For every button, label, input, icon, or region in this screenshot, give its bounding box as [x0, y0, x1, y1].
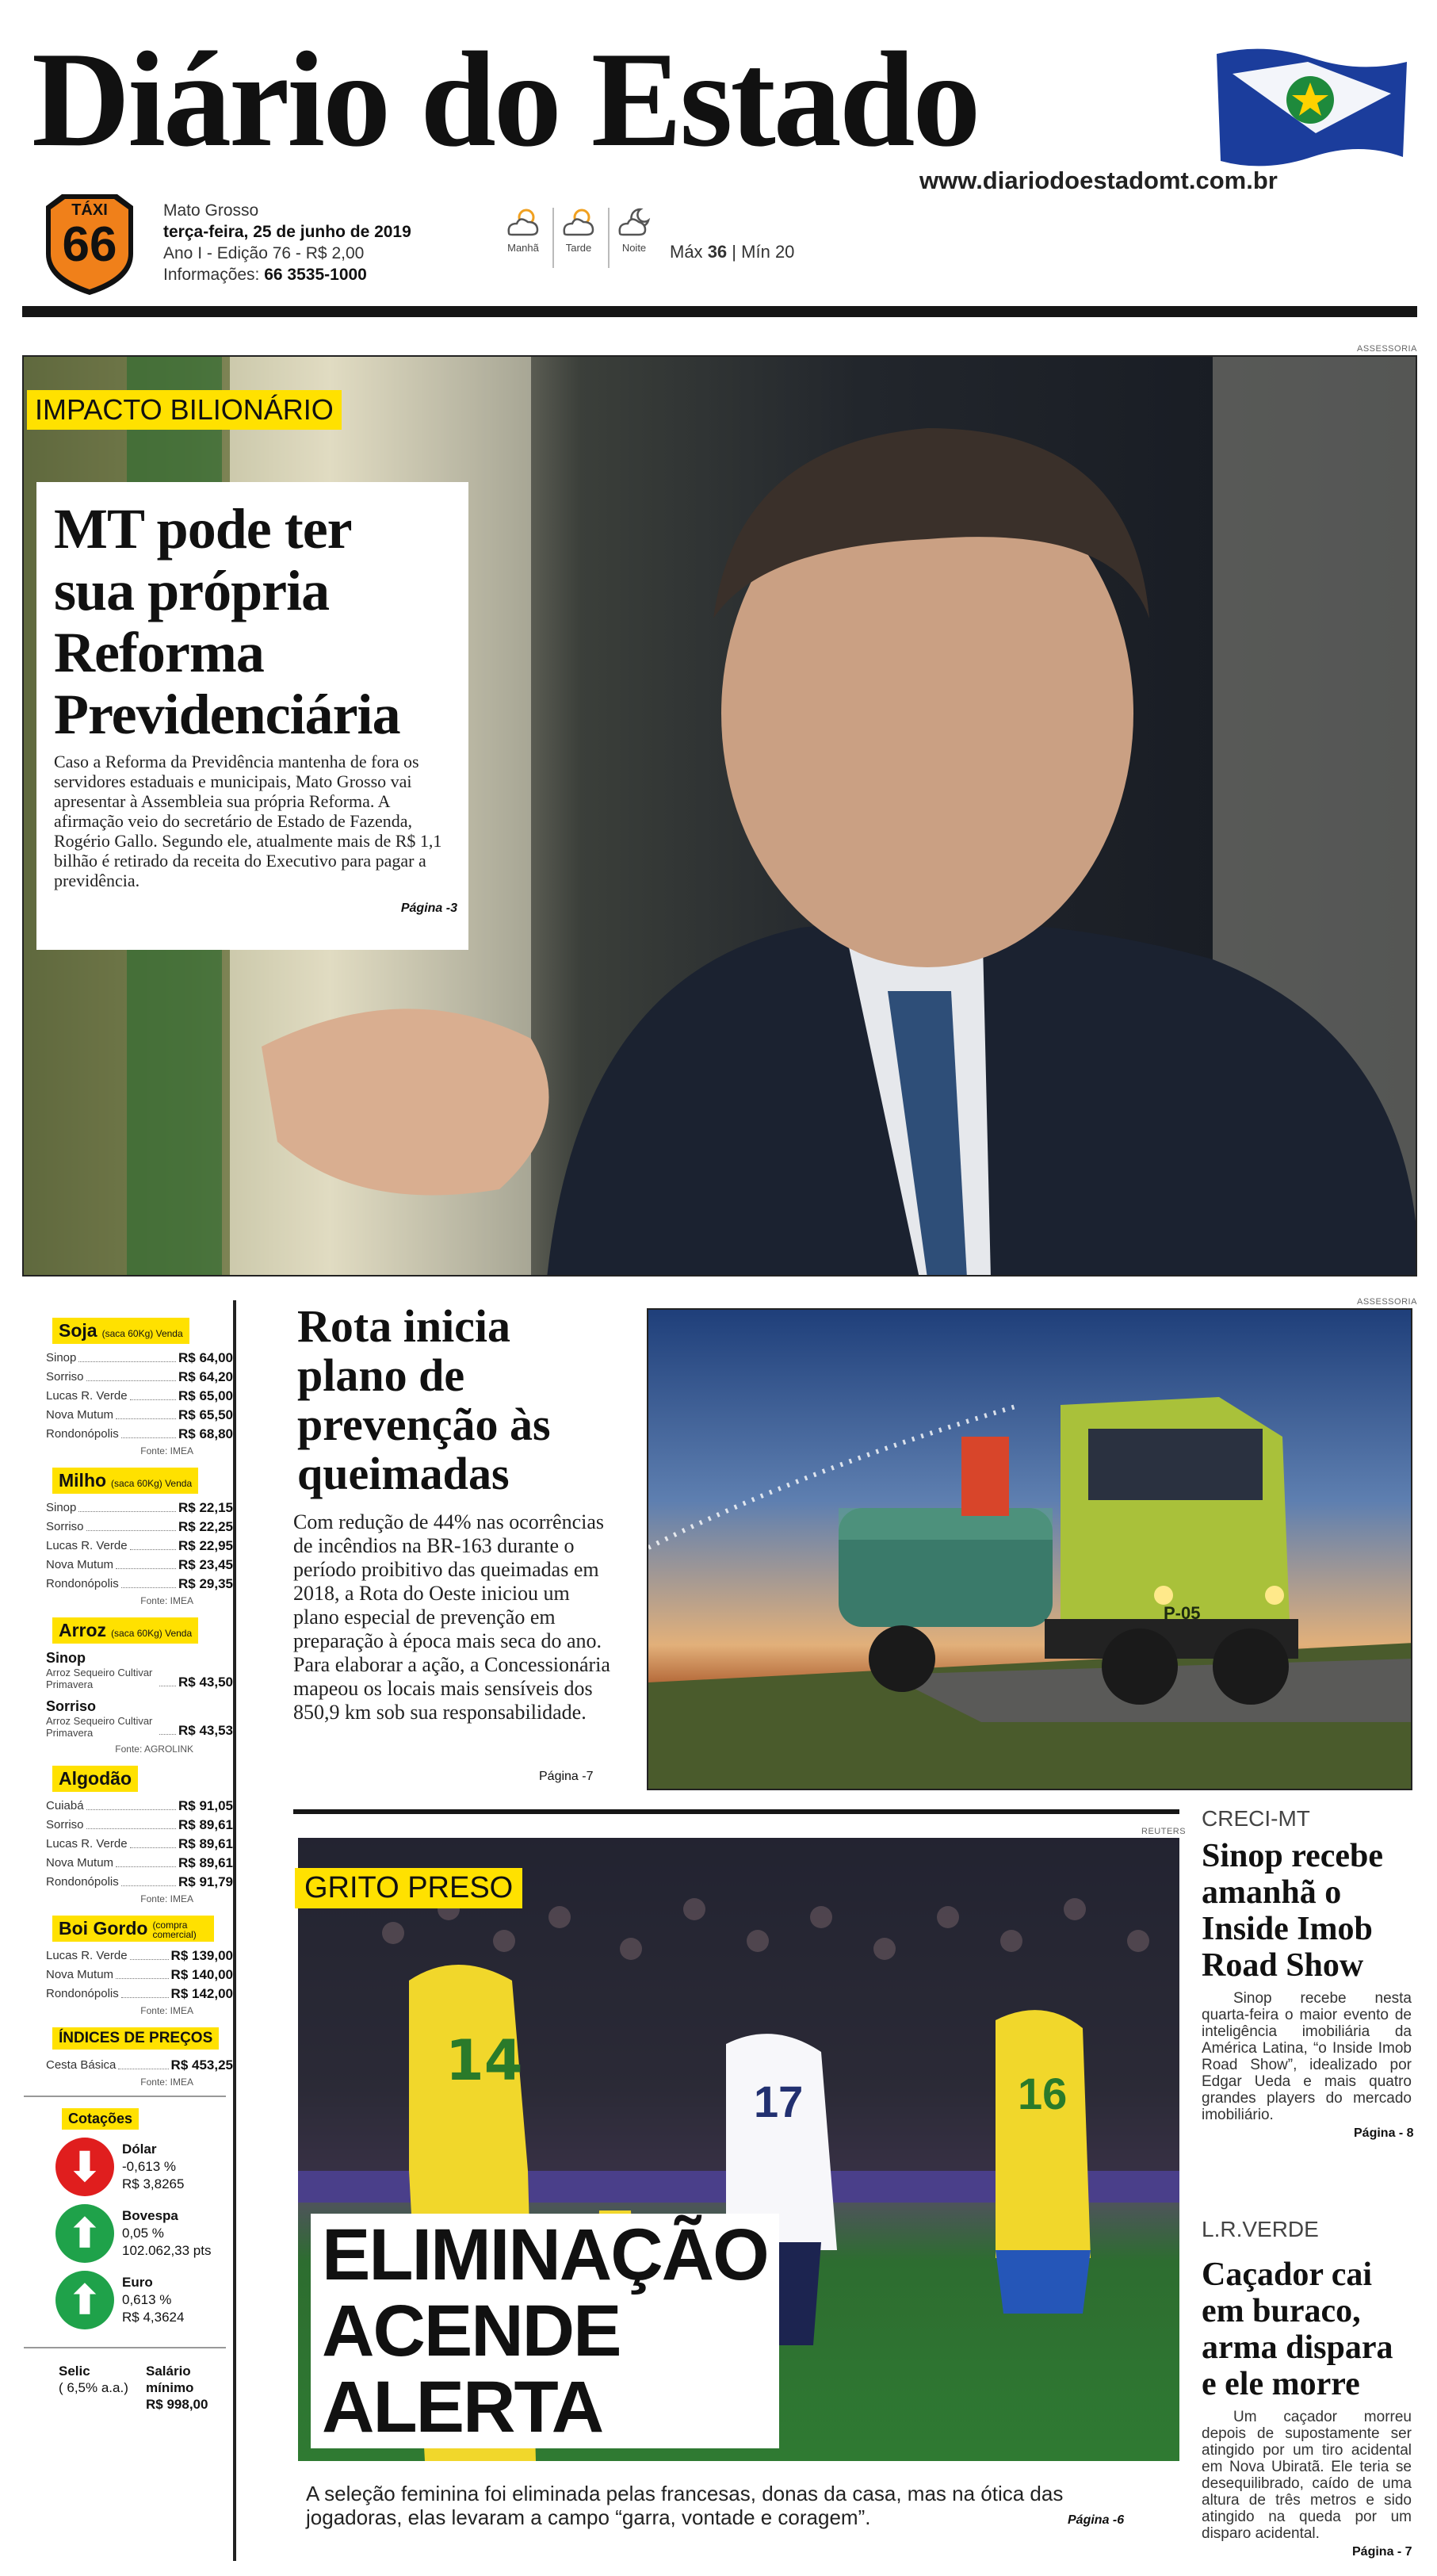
lead-tag: IMPACTO BILIONÁRIO: [27, 390, 342, 430]
lead-text-box: [36, 482, 468, 950]
price-row-label: Lucas R. Verde: [46, 1389, 128, 1403]
dot-leader: [86, 1368, 176, 1381]
price-row-value: R$ 91,79: [178, 1874, 233, 1889]
price-row: [24, 1946, 233, 1965]
price-row-value: R$ 65,00: [178, 1388, 233, 1403]
edition-issue: Ano I - Edição 76 - R$ 2,00: [163, 244, 365, 262]
creci-section: CRECI-MT: [1202, 1806, 1310, 1831]
dot-leader: [86, 1816, 176, 1829]
price-row: [24, 1518, 233, 1537]
price-row-value: R$ 453,25: [170, 2057, 233, 2073]
grito-page-ref[interactable]: Página -6: [1068, 2513, 1125, 2527]
edition-info: [163, 200, 411, 285]
algodao-block: [24, 1766, 233, 1904]
lead-body: Caso a Reforma da Previdência mantenha de fora os servidores estaduais e municipais, Mato Grosso vai apresentar à Assembleia sua própria Reforma. A afirmação veio do secretário de Estado de Fazenda, Rogério Gallo. Segundo ele, atualmente mais de R$ 1,1 bilhão é retirado da receita do Executivo para pagar a previdência.: [54, 752, 442, 890]
algodao-title: Algodão: [52, 1766, 138, 1792]
soja-title: Soja (saca 60Kg) Venda: [52, 1318, 189, 1344]
boi-gordo-source: Fonte: IMEA: [140, 2005, 193, 2016]
moon-cloud-icon: [613, 205, 655, 239]
rota-photo[interactable]: [647, 1308, 1412, 1790]
price-row-label: Lucas R. Verde: [46, 1837, 128, 1851]
boi-gordo-rows: [24, 1946, 233, 2004]
price-row-value: R$ 68,80: [178, 1426, 233, 1441]
selic-salario: Selic ( 6,5% a.a.) Salário mínimo R$ 998,00: [59, 2364, 208, 2412]
temperature-range: Máx 36 | Mín 20: [670, 242, 795, 262]
price-row-value: R$ 89,61: [178, 1836, 233, 1851]
price-row-label: Cuiabá: [46, 1799, 84, 1812]
price-row-label: Nova Mutum: [46, 1968, 114, 1981]
masthead-title: Diário do Estado: [32, 25, 979, 175]
section-rule: [293, 1809, 1179, 1814]
grito-caption: A seleção feminina foi eliminada pelas francesas, donas da casa, mas na ótica das jogadoras, elas levaram a campo “garra, vontade e coragem”.: [306, 2482, 1064, 2529]
grito-tag: GRITO PRESO: [295, 1868, 522, 1908]
price-row-label: Sinop: [46, 1351, 77, 1365]
price-row-value: R$ 142,00: [170, 1986, 233, 2001]
edition-state: Mato Grosso: [163, 201, 259, 220]
arroz-block: [24, 1617, 233, 1755]
dot-leader: [86, 1797, 176, 1810]
price-row: [24, 1537, 233, 1556]
lead-headline: MT pode ter sua própria Reforma Previdenciária: [54, 497, 400, 746]
price-row: [24, 1368, 233, 1387]
weather-night: Noite: [606, 205, 662, 254]
price-row-label: Sinop: [46, 1501, 77, 1514]
price-row: [24, 1387, 233, 1406]
dot-leader: [118, 2056, 168, 2069]
price-row-label: Rondonópolis: [46, 1875, 119, 1889]
dot-leader: [130, 1537, 176, 1550]
quote-euro: ⬆ Euro 0,613 % R$ 4,3624: [55, 2271, 233, 2329]
algodao-rows: [24, 1797, 233, 1892]
grito-headline: ELIMINAÇÃO ACENDE ALERTA: [322, 2214, 768, 2448]
dot-leader: [121, 1425, 176, 1438]
price-row: [24, 1965, 233, 1985]
price-row: [24, 1425, 233, 1444]
shirt-number-c: 16: [1018, 2069, 1068, 2119]
arrow-up-icon: ⬆: [55, 2271, 114, 2329]
price-row: [24, 1797, 233, 1816]
mato-grosso-flag-icon: [1209, 38, 1411, 177]
arroz-source: Fonte: AGROLINK: [115, 1743, 193, 1755]
rota-body: Com redução de 44% nas ocorrências de incêndios na BR-163 durante o período proibitivo das queimadas em 2018, a Rota do Oeste iniciou um plano especial de prevenção em preparação à época mais seca do ano. Para elaborar a ação, a Concessionária mapeou os locais mais sensíveis dos 850,9 km sob sua responsabilidade.: [293, 1510, 610, 1724]
dot-leader: [86, 1518, 176, 1531]
price-row: [24, 1854, 233, 1873]
price-row-value: R$ 23,45: [178, 1557, 233, 1572]
rota-page-ref[interactable]: Página -7: [539, 1770, 594, 1783]
price-row-label: Cesta Básica: [46, 2058, 117, 2072]
dot-leader: [130, 1387, 176, 1400]
lead-page-ref[interactable]: Página -3: [400, 901, 457, 915]
dot-leader: [116, 1854, 176, 1867]
price-row: [24, 1873, 233, 1892]
price-row-label: Nova Mutum: [46, 1558, 114, 1571]
price-row-label: Lucas R. Verde: [46, 1949, 128, 1962]
price-row-value: R$ 64,20: [178, 1369, 233, 1384]
price-row-value: R$ 140,00: [170, 1967, 233, 1982]
dot-leader: [130, 1835, 176, 1848]
arroz-title: Arroz (saca 60Kg) Venda: [52, 1617, 198, 1644]
arroz-item-sorriso: Sorriso Arroz Sequeiro Cultivar Primavera R$ 43,53: [46, 1698, 233, 1739]
dot-leader: [121, 1985, 169, 1998]
dot-leader: [121, 1575, 176, 1588]
price-row: [24, 1556, 233, 1575]
rota-photo-credit: ASSESSORIA: [1357, 1297, 1417, 1307]
weather-morning: Manhã: [495, 205, 551, 254]
milho-source: Fonte: IMEA: [140, 1595, 193, 1606]
quote-dolar: ⬇ Dólar -0,613 % R$ 3,8265: [55, 2138, 233, 2196]
soja-block: [24, 1318, 233, 1456]
price-row-value: R$ 64,00: [178, 1350, 233, 1365]
dot-leader: [121, 1873, 176, 1886]
weather-afternoon: Tarde: [551, 205, 606, 254]
dot-leader: [130, 1946, 169, 1960]
price-row-value: R$ 22,95: [178, 1538, 233, 1553]
dot-leader: [78, 1349, 176, 1362]
milho-title: Milho (saca 60Kg) Venda: [52, 1468, 198, 1494]
price-row-value: R$ 29,35: [178, 1576, 233, 1591]
price-row-label: Lucas R. Verde: [46, 1539, 128, 1552]
milho-rows: [24, 1499, 233, 1594]
sun-cloud-icon: [558, 205, 599, 239]
price-row-label: Nova Mutum: [46, 1856, 114, 1870]
dot-leader: [78, 1499, 176, 1512]
sidebar-divider: [24, 2347, 226, 2348]
price-row-label: Rondonópolis: [46, 1577, 119, 1590]
price-row-value: R$ 91,05: [178, 1798, 233, 1813]
lrverde-page-ref[interactable]: Página - 7: [1352, 2545, 1412, 2559]
price-row-label: Sorriso: [46, 1370, 84, 1384]
taxi-label: TÁXI: [71, 201, 108, 219]
masthead-rule: [22, 306, 1417, 317]
boi-gordo-block: [24, 1916, 233, 2016]
edition-contact: Informações: 66 3535-1000: [163, 266, 367, 284]
price-row: [24, 1835, 233, 1854]
price-row-label: Sorriso: [46, 1520, 84, 1533]
edition-date: terça-feira, 25 de junho de 2019: [163, 223, 411, 241]
milho-block: [24, 1468, 233, 1606]
taxi-number: 66: [62, 217, 117, 272]
shirt-number-b: 17: [754, 2076, 804, 2126]
price-row-label: Sorriso: [46, 1818, 84, 1832]
boi-gordo-title: Boi Gordo (compra comercial): [52, 1916, 214, 1942]
shirt-number-a: 14: [445, 2028, 523, 2093]
arrow-up-icon: ⬆: [55, 2204, 114, 2263]
price-row: [24, 1985, 233, 2004]
sun-cloud-icon: [503, 205, 544, 239]
rota-headline: Rota inicia plano de prevenção às queimadas: [297, 1300, 551, 1499]
price-row-value: R$ 89,61: [178, 1817, 233, 1832]
price-row: [24, 1349, 233, 1368]
site-url[interactable]: www.diariodoestadomt.com.br: [919, 167, 1278, 194]
algodao-source: Fonte: IMEA: [140, 1893, 193, 1904]
price-row: [24, 1499, 233, 1518]
grito-photo-credit: REUTERS: [1141, 1827, 1187, 1836]
price-row-label: Nova Mutum: [46, 1408, 114, 1422]
arrow-down-icon: ⬇: [55, 2138, 114, 2196]
dot-leader: [116, 1965, 169, 1979]
price-row: [24, 1575, 233, 1594]
grito-headline-box: [311, 2214, 779, 2448]
taxi-66-ad[interactable]: [38, 190, 141, 297]
lrverde-section: L.R.VERDE: [1202, 2217, 1319, 2241]
creci-body: Sinop recebe nesta quarta-feira o maior evento de inteligência imobiliária da América Latina, “o Inside Imob Road Show”, idealizado por Edgar Ueda e mais quatro grandes players do mercado imobiliário.: [1202, 1990, 1412, 2123]
lrverde-headline: Caçador cai em buraco, arma dispara e ele morre: [1202, 2256, 1393, 2402]
price-row-value: R$ 22,25: [178, 1519, 233, 1534]
price-row-value: R$ 139,00: [170, 1948, 233, 1963]
price-row: [24, 2056, 233, 2075]
price-row: [24, 1406, 233, 1425]
price-index-source: Fonte: IMEA: [140, 2076, 193, 2088]
creci-headline: Sinop recebe amanhã o Inside Imob Road Show: [1202, 1838, 1384, 1984]
price-row-value: R$ 89,61: [178, 1855, 233, 1870]
dot-leader: [116, 1406, 176, 1419]
soja-rows: [24, 1349, 233, 1444]
price-index-block: [24, 2027, 233, 2088]
price-row-value: R$ 22,15: [178, 1500, 233, 1515]
price-row-label: Rondonópolis: [46, 1987, 119, 2000]
creci-page-ref[interactable]: Página - 8: [1354, 2126, 1414, 2140]
markets-sidebar: [24, 1300, 236, 2561]
quote-bovespa: ⬆ Bovespa 0,05 % 102.062,33 pts: [55, 2204, 233, 2263]
truck-code: P-05: [1164, 1603, 1201, 1623]
price-row-label: Rondonópolis: [46, 1427, 119, 1441]
price-index-title: ÍNDICES DE PREÇOS: [52, 2027, 219, 2050]
price-row: [24, 1816, 233, 1835]
quotes-title: Cotações: [62, 2108, 139, 2130]
soja-source: Fonte: IMEA: [140, 1445, 193, 1456]
price-row-value: R$ 65,50: [178, 1407, 233, 1422]
lrverde-body: Um caçador morreu depois de supostamente ser atingido por um tiro acidental em Nova Ubiratã. Ele teria se desequilibrado, caído de uma altura de três metros e sido atingido na queda por um disparo acidental.: [1202, 2409, 1412, 2542]
dot-leader: [116, 1556, 176, 1569]
photo-credit: ASSESSORIA: [1357, 344, 1417, 354]
arroz-item-sinop: Sinop Arroz Sequeiro Cultivar Primavera R$ 43,50: [46, 1650, 233, 1690]
price-index-rows: [24, 2056, 233, 2075]
sidebar-divider: [24, 2096, 226, 2097]
